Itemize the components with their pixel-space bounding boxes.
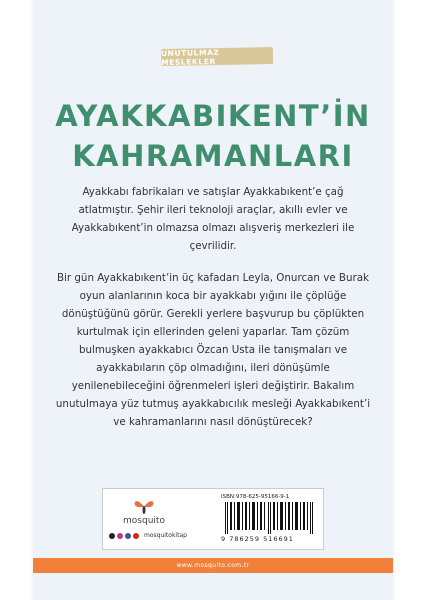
book-title-line1: AYAKKABIKENT’İN	[55, 99, 371, 133]
publisher-name: mosquito	[123, 516, 165, 526]
facebook-icon	[125, 533, 131, 539]
isbn-label: ISBN:978-625-95166-9-1	[221, 494, 290, 500]
synopsis-paragraph-1: Ayakkabı fabrikaları ve satışlar Ayakkabıkent’e çağ atlatmıştır. Şehir ileri teknoloji araçlar, akıllı evler ve Ayakkabıkent’in olmazsa olmazı alışveriş merkezleri ile çevrilidir.	[71, 186, 355, 252]
book-title-line2: KAHRAMANLARI	[72, 139, 354, 173]
synopsis-paragraph-2: Bir gün Ayakkabıkent’in üç kafadarı Leyla, Onurcan ve Burak oyun alanlarının koca bir ayakkabı yığını ile çöplüğe dönüştüğünü görür. Gerekli yerlere başvurup bu çöplükten kurtulmak için ellerinden geleni yaparlar. Tam çözüm bulmuşken ayakkabıcı Özcan Usta ile tanışmaları ve ayakkabıların çöp olmadığını, ileri dönüşümle yenilenebileceğini öğrenmeleri işleri değiştirir. Bakalım unutulmaya yüz tutmuş ayakkabıcılık mesleği Ayakkabıkent’i ve kahramanlarını nasıl dönüştürecek?	[55, 272, 371, 428]
barcode	[223, 502, 315, 534]
publisher-website[interactable]: www.mosquito.com.tr	[176, 562, 250, 569]
youtube-icon	[133, 533, 139, 539]
series-label: UNUTULMAZ MESLEKLER	[161, 47, 273, 66]
book-back-cover	[33, 0, 393, 600]
social-links	[109, 532, 187, 539]
publisher-logo	[109, 497, 179, 526]
footer-bar	[33, 558, 393, 573]
mosquito-logo-icon	[132, 497, 156, 515]
x-icon	[109, 533, 115, 539]
social-handle: mosquitokitap	[144, 532, 187, 539]
publisher-barcode-box	[102, 488, 324, 550]
instagram-icon	[117, 533, 123, 539]
barcode-number: 9 786259 516691	[221, 535, 294, 543]
